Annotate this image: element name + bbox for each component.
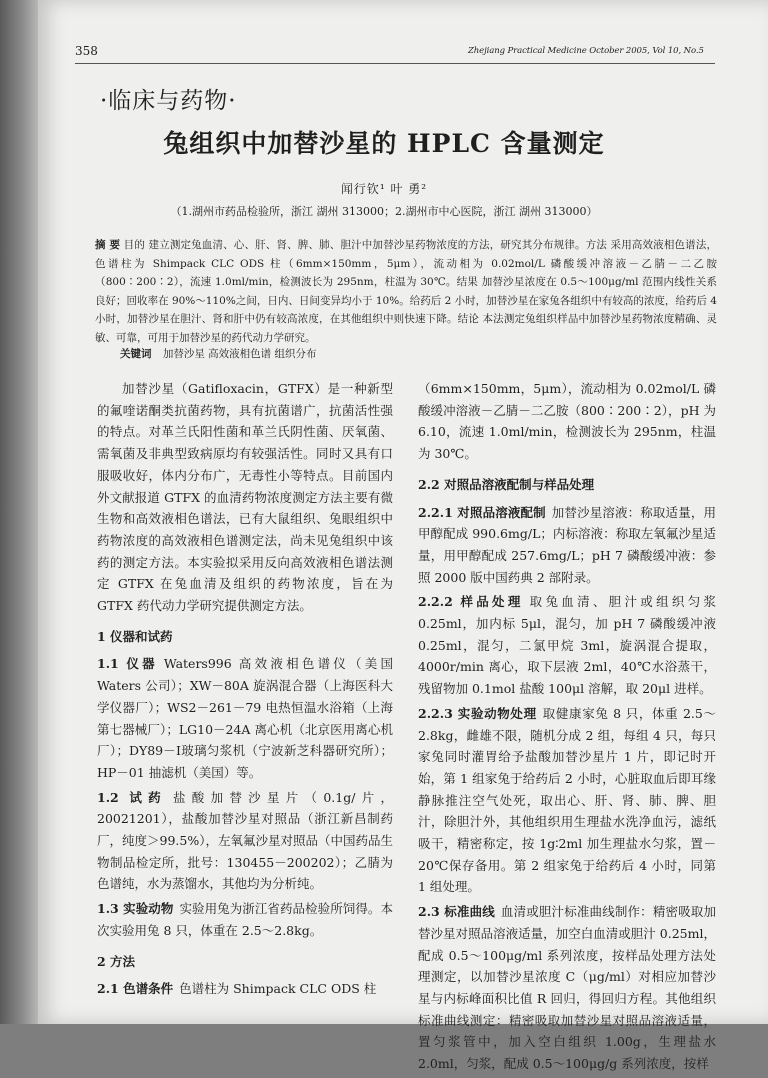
paragraph-2-3 [418,901,716,1075]
author-affiliation: （1.湖州市药品检验所，浙江 湖州 313000；2.湖州市中心医院，浙江 湖州 313000） [170,205,598,218]
intro-paragraph: 加替沙星（Gatifloxacin，GTFX）是一种新型的氟喹诺酮类抗菌药物，具有抗菌谱广，抗菌活性强的特点。对革兰氏阳性菌和革兰氏阴性菌、厌氧菌、需氧菌及非典型致病原均有较强活性。同时又具有口服吸收好，体内分布广，无毒性小等特点。目前国内外文献报道 GTFX 的血清药物浓度测定方法主要有微生物和高效液相色谱法，已有大鼠组织、兔眼组织中药物浓度的高效液相色谱测定法，尚未见兔组织中该药的测定方法。本实验拟采用反向高效液相色谱法测定 GTFX 在兔血清及组织的药物浓度，旨在为 GTFX 药代动力学研究提供测定方法。 [97,381,393,614]
subheading-2-3: 2.3 标准曲线 [418,904,495,920]
subheading-1-1: 1.1 仪器 [97,656,158,672]
paragraph-2-2-2-text: 取兔血清、胆汁或组织匀浆 0.25ml，加内标 5μl，混匀，加 pH 7 磷酸缓冲液 0.25ml，混匀，二氯甲烷 3ml，旋涡混合提取，4000r/min 离心，取下层液 2ml，40℃水浴蒸干，残留物加 0.1mol 盐酸 100μl 溶解，取 20μl 进样。 [418,594,716,697]
keywords-text: 加替沙星 高效液相色谱 组织分布 [162,348,317,360]
paragraph-1-3-text: 实验用兔为浙江省药品检验所饲得。本次实验用兔 8 只，体重在 2.5～2.8kg。 [97,901,393,938]
keywords-label: 关键词 [120,348,152,360]
paragraph-2-1-text: 色谱柱为 Shimpack CLC ODS 柱 [179,981,377,997]
paragraph-1-2-text: 盐酸加替沙星片（0.1g/片，20021201），盐酸加替沙星对照品（浙江新昌制药厂，纯度＞99.5%），左氧氟沙星对照品（中国药品生物制品检定所，批号：130455－200202）；乙腈为色谱纯，水为蒸馏水，其他均为分析纯。 [97,789,393,892]
subheading-1-2: 1.2 试药 [97,789,167,805]
article-title: 兔组织中加替沙星的 HPLC 含量测定 [163,129,605,158]
right-column [418,378,716,1078]
header-rule [75,63,715,64]
heading-methods: 2 方法 [97,953,136,969]
subheading-1-3: 1.3 实验动物 [97,901,174,917]
subheading-2-2-1: 2.2.1 对照品溶液配制 [418,504,546,520]
abstract [95,236,717,347]
paragraph-2-1 [97,978,393,1000]
subheading-2-2-3: 2.2.3 实验动物处理 [418,705,537,721]
paragraph-1-1-text: Waters996 高效液相色谱仪（美国 Waters 公司）；XW－80A 旋涡混合器（上海医科大学仪器厂）；WS2－261－79 电热恒温水浴箱（上海第七器械厂）；LG10－24A 离心机（北京医用离心机厂）；DY89－Ⅰ玻璃匀浆机（宁波新芝科器研究所）；HP－01 抽滤机（美国）等。 [97,656,394,780]
paragraph-2-3-text: 血清或胆汁标准曲线制作：精密吸取加替沙星对照品溶液适量，加空白血清或胆汁 0.25ml，配成 0.5～100μg/ml 系列浓度，按样品处理方法处理测定，以加替沙星浓度 C（μg/ml）对相应加替沙星与内标峰面积比值 R 回归，得回归方程。其他组织标准曲线测定：精密吸取加替沙星对照品溶液适量，置匀浆管中，加入空白组织 1.00g，生理盐水 2.0ml，匀浆，配成 0.5～100μg/g 系列浓度，按样 [418,904,716,1072]
paragraph-1-3 [97,898,393,941]
paragraph-2-1-continued: （6mm×150mm，5μm），流动相为 0.02mol/L 磷酸缓冲溶液－乙腈－二乙胺（800∶200∶2），pH 为 6.10，流速 1.0ml/min，检测波长为 295nm，柱温为 30℃。 [418,381,716,462]
paragraph-1-1 [97,653,393,783]
paragraph-1-2 [97,787,393,896]
page-number: 358 [75,44,98,58]
section-label: ·临床与药物· [100,88,237,114]
paragraph-2-2-3-text: 取健康家兔 8 只，体重 2.5～2.8kg，雌雄不限，随机分成 2 组，每组 4 只，每只家兔同时灌胃给予盐酸加替沙星片 1 片，即记时开始，第 1 组家兔于给药后 2 小时，心脏取血后即耳缘静脉推注空气处死，取出心、肝、肾、肺、脾、胆汁，除胆汁外，其他组织用生理盐水洗净血污，滤纸吸干，精密称定，按 1g∶2ml 加生理盐水匀浆，置－20℃保存备用。第 2 组家兔于给药后 4 小时，同第 1 组处理。 [418,705,716,895]
heading-instruments-reagents: 1 仪器和试药 [97,628,173,644]
subheading-2-2-2: 2.2.2 样品处理 [418,594,524,610]
running-header: Zhejiang Practical Medicine October 2005, Vol 10, No.5 [468,46,704,56]
paragraph-2-2-1 [418,502,716,589]
keywords [120,346,680,361]
author-list: 闻行钦¹ 叶 勇² [340,182,428,196]
paragraph-2-2-1-text: 加替沙星溶液：称取适量，用甲醇配成 990.6mg/L；内标溶液：称取左氧氟沙星适量，用甲醇配成 257.6mg/L；pH 7 磷酸缓冲液：参照 2000 版中国药典 2 部附录。 [418,504,716,585]
subheading-2-2: 2.2 对照品溶液配制与样品处理 [418,476,595,492]
subheading-2-1: 2.1 色谱条件 [97,981,174,997]
left-column [97,378,393,1003]
abstract-text: 目的 建立测定兔血清、心、肝、肾、脾、肺、胆汁中加替沙星药物浓度的方法，研究其分布规律。方法 采用高效液相色谱法，色谱柱为 Shimpack CLC ODS 柱（6mm×150mm，5μm），流动相为 0.02mol/L 磷酸缓冲溶液－乙腈－二乙胺（800∶200∶2），流速 1.0ml/min，检测波长为 295nm，柱温为 30℃。结果 加替沙星浓度在 0.5～100μg/ml 范围内线性关系良好；回收率在 90%～110%之间，日内、日间变异均小于 10%。给药后 2 小时，加替沙星在家兔各组织中有较高的浓度，给药后 4 小时，加替沙星在胆汁、肾和肝中仍有较高浓度，在其他组织中则快速下降。结论 本法测定兔组织样品中加替沙星药物浓度精确、灵敏、可靠，可用于加替沙星的药代动力学研究。 [95,239,718,344]
paragraph-2-2-2 [418,591,716,700]
abstract-label: 摘 要 [95,239,121,251]
paragraph-2-2-3 [418,703,716,898]
